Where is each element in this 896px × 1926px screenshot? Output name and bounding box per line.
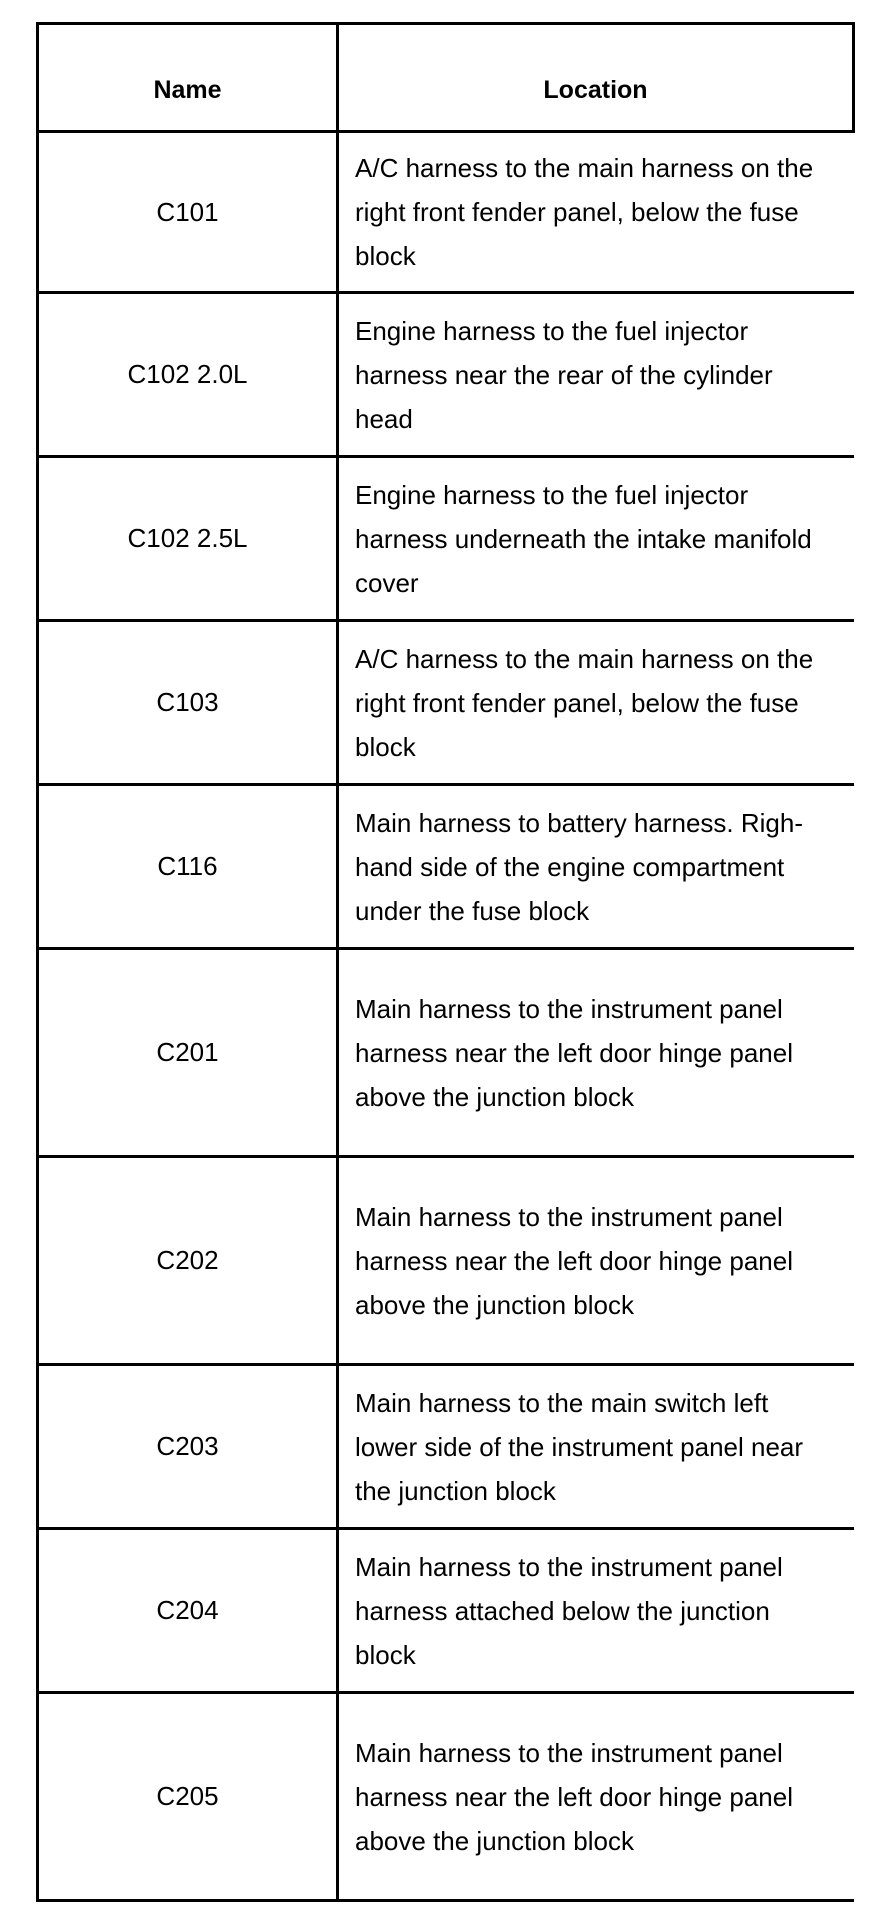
header-row (38, 24, 854, 132)
column-header-name: Name (38, 24, 338, 132)
connector-location-table (36, 22, 855, 1902)
connector-location: Main harness to the instrument panel harness attached below the junction block (338, 1529, 854, 1693)
connector-location: Engine harness to the fuel injector harness near the rear of the cylinder head (338, 293, 854, 457)
table-row (38, 457, 854, 621)
connector-name: C101 (38, 132, 338, 293)
connector-name: C102 2.0L (38, 293, 338, 457)
table-row (38, 293, 854, 457)
table-row (38, 132, 854, 293)
connector-location: A/C harness to the main harness on the right front fender panel, below the fuse block (338, 132, 854, 293)
connector-name: C204 (38, 1529, 338, 1693)
connector-name: C202 (38, 1157, 338, 1365)
table-row (38, 621, 854, 785)
table-row (38, 1157, 854, 1365)
column-header-location: Location (338, 24, 854, 132)
table-row (38, 1693, 854, 1901)
connector-location: Main harness to the main switch left lower side of the instrument panel near the junction block (338, 1365, 854, 1529)
connector-location: Main harness to the instrument panel harness near the left door hinge panel above the junction block (338, 1693, 854, 1901)
table-row (38, 949, 854, 1157)
connector-location: Engine harness to the fuel injector harness underneath the intake manifold cover (338, 457, 854, 621)
connector-name: C201 (38, 949, 338, 1157)
connector-name: C103 (38, 621, 338, 785)
connector-name: C205 (38, 1693, 338, 1901)
connector-location-sheet (36, 22, 852, 1902)
connector-name: C102 2.5L (38, 457, 338, 621)
connector-name: C203 (38, 1365, 338, 1529)
connector-name: C116 (38, 785, 338, 949)
connector-location: Main harness to battery harness. Righ- hand side of the engine compartment under the fuse block (338, 785, 854, 949)
table-row (38, 785, 854, 949)
connector-location: Main harness to the instrument panel harness near the left door hinge panel above the junction block (338, 949, 854, 1157)
table-row (38, 1365, 854, 1529)
connector-location: Main harness to the instrument panel harness near the left door hinge panel above the junction block (338, 1157, 854, 1365)
connector-location: A/C harness to the main harness on the right front fender panel, below the fuse block (338, 621, 854, 785)
table-row (38, 1529, 854, 1693)
